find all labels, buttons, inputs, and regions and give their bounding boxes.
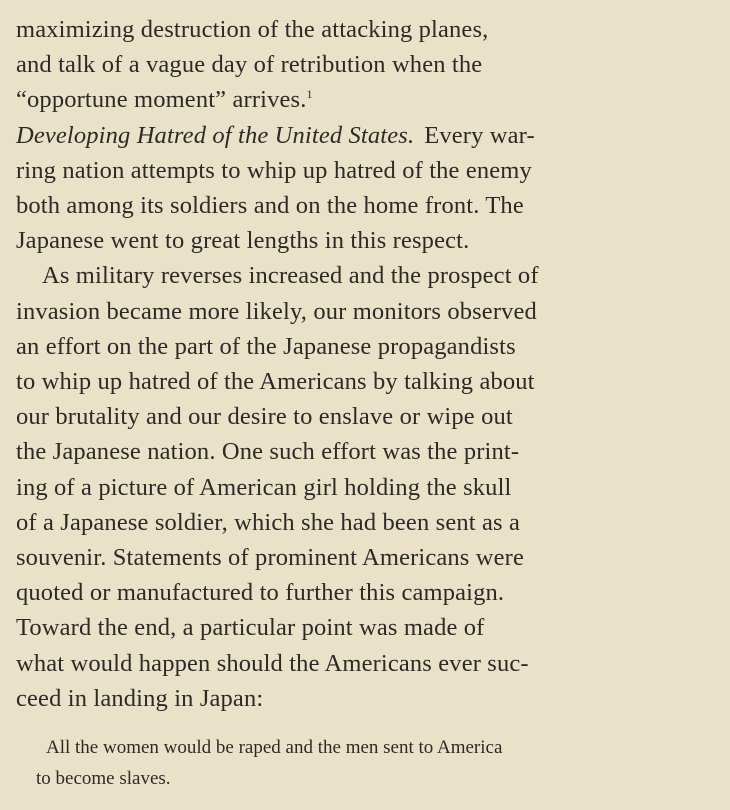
text-line-3 (16, 82, 694, 117)
paragraph-1-line-4: Japanese went to great lengths in this respect. (16, 227, 470, 255)
paragraph-2-line-5: our brutality and our desire to enslave or wipe out (16, 403, 513, 431)
section-heading: Developing Hatred of the United States. (16, 121, 415, 149)
text-line-1: maximizing destruction of the attacking planes, (16, 16, 489, 43)
paragraph-2-line-8: of a Japanese soldier, which she had been sent as a (16, 508, 520, 536)
paragraph-2-line-9: souvenir. Statements of prominent Americans were (16, 544, 524, 572)
paragraph-2-line-11: Toward the end, a particular point was made of (16, 614, 485, 642)
paragraph-2-line-12: what would happen should the Americans ever suc- (16, 649, 529, 677)
paragraph-2-line-6: the Japanese nation. One such effort was the print- (16, 438, 520, 466)
paragraph-2-line-7: ing of a picture of American girl holding the skull (16, 473, 512, 501)
paragraph-1-line-3: both among its soldiers and on the home front. The (16, 192, 524, 220)
text-line-2: and talk of a vague day of retribution when the (16, 51, 483, 79)
footnote-marker: 1 (306, 87, 313, 102)
quotation-line-1: All the women would be raped and the men sent to America (46, 737, 503, 759)
paragraph-2-line-10: quoted or manufactured to further this campaign. (16, 579, 505, 607)
paragraph-1-line-1: Every war- (424, 121, 535, 149)
paragraph-2-line-3: an effort on the part of the Japanese propagandists (16, 332, 516, 360)
quotation-block (16, 732, 694, 794)
paragraph-1-line-2: ring nation attempts to whip up hatred of the enemy (16, 156, 532, 184)
paragraph-2-line-13: ceed in landing in Japan: (16, 684, 264, 712)
paragraph-2-line-2: invasion became more likely, our monitors observed (16, 297, 537, 325)
section-heading-line (16, 118, 694, 153)
quotation-line-2: to become slaves. (36, 768, 171, 790)
paragraph-2-line-4: to whip up hatred of the Americans by talking about (16, 368, 535, 396)
text-line-3-content: “opportune moment” arrives. (16, 86, 307, 114)
paragraph-2-line-1: As military reverses increased and the prospect of (42, 262, 539, 290)
